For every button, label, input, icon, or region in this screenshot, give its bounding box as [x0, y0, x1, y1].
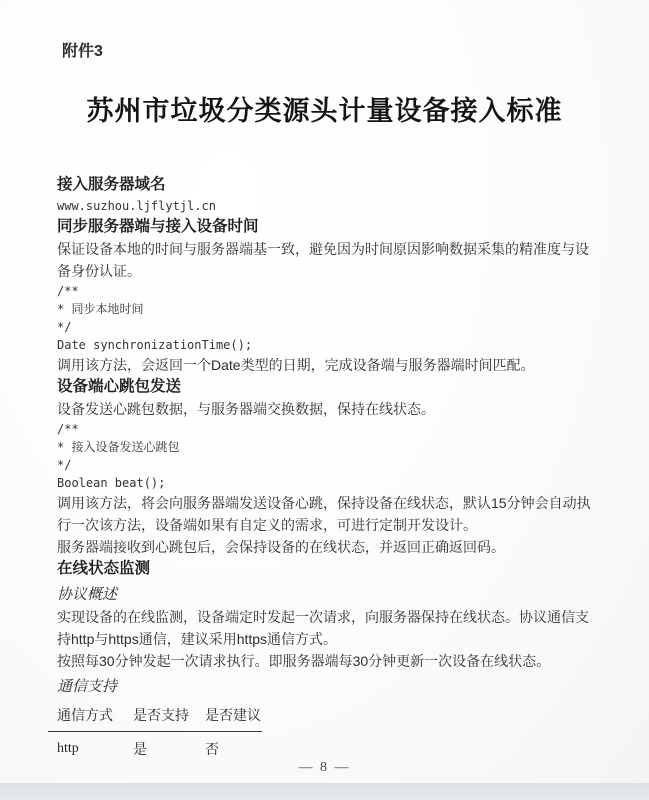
document-body [57, 174, 592, 762]
heartbeat-comment-close: */ [57, 458, 72, 472]
time-sync-method-signature: Date synchronizationTime(); [57, 338, 253, 352]
heartbeat-method-description: 调用该方法，将会向服务器端发送设备心跳，保持设备在线状态，默认15分钟会自动执行一次该方法，设备端如果有自定义的需求，可进行定制开发设计。 [57, 495, 591, 533]
photo-edge-strip [0, 783, 649, 800]
section-heading-time-sync: 同步服务器端与接入设备时间 [57, 218, 259, 235]
section-heading-online-status: 在线状态监测 [57, 560, 151, 577]
heartbeat-method-signature: Boolean beat(); [57, 476, 166, 490]
section-heading-server-domain: 接入服务器域名 [57, 176, 166, 193]
table-header-mode: 通信方式 [48, 701, 124, 732]
table-header-supported: 是否支持 [124, 701, 196, 732]
time-sync-method-description: 调用该方法，会返回一个Date类型的日期，完成设备端与服务器端时间匹配。 [57, 357, 535, 373]
table-header-row [48, 701, 262, 732]
server-domain-url: www.suzhou.ljflytjl.cn [57, 199, 216, 213]
heartbeat-server-response: 服务器端接收到心跳包后，会保持设备的在线状态，并返回正确返回码。 [57, 539, 505, 555]
section-heading-heartbeat: 设备端心跳包发送 [57, 378, 182, 395]
time-sync-comment-close: */ [57, 320, 72, 334]
attachment-label: 附件3 [62, 43, 103, 60]
table-cell-mode: http [57, 741, 79, 756]
time-sync-comment-body: * 同步本地时间 [57, 302, 144, 316]
subheading-protocol-overview: 协议概述 [57, 587, 118, 603]
communication-support-table [48, 701, 262, 762]
heartbeat-paragraph: 设备发送心跳包数据，与服务器端交换数据，保持在线状态。 [57, 401, 435, 417]
table-cell-suggested: 否 [205, 741, 219, 757]
time-sync-paragraph: 保证设备本地的时间与服务器端基一致，避免因为时间原因影响数据采集的精准度与设备身份认证。 [57, 241, 589, 279]
time-sync-comment-open: /** [57, 284, 79, 298]
page-number: — 8 — [298, 760, 351, 775]
subheading-communication-support: 通信支持 [57, 679, 118, 695]
document-title: 苏州市垃圾分类源头计量设备接入标准 [86, 96, 563, 126]
table-header-suggested: 是否建议 [196, 701, 262, 732]
heartbeat-comment-body: * 接入设备发送心跳包 [57, 440, 180, 454]
table-row [48, 732, 262, 763]
protocol-overview-paragraph: 实现设备的在线监测，设备端定时发起一次请求，向服务器保持在线状态。协议通信支持http与https通信，建议采用https通信方式。 [57, 609, 589, 647]
table-cell-supported: 是 [133, 741, 147, 757]
protocol-interval-paragraph: 按照每30分钟发起一次请求执行。即服务器端每30分钟更新一次设备在线状态。 [57, 653, 551, 669]
heartbeat-comment-open: /** [57, 422, 79, 436]
